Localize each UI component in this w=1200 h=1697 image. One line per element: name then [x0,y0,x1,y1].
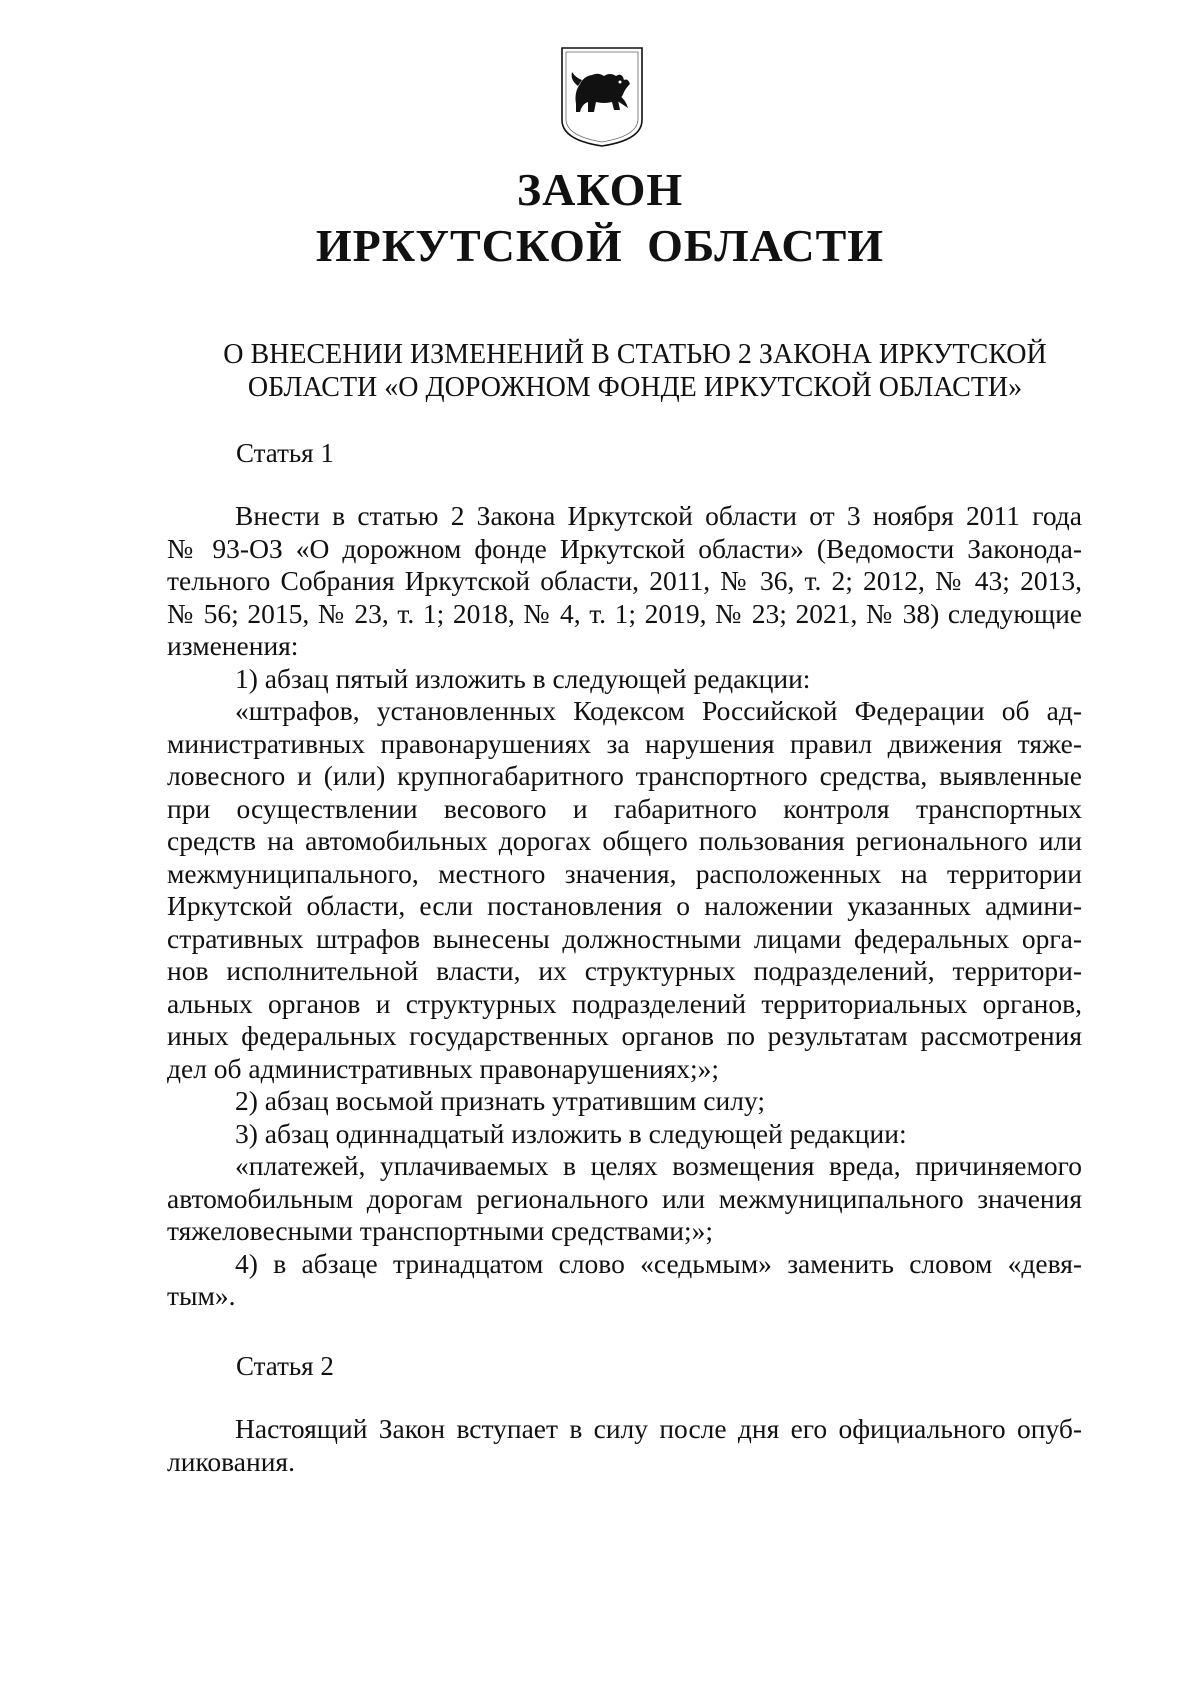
document-title: ЗАКОН [516,164,684,215]
text-line: ловесного и (или) крупногабаритного транспортного средства, выявленные [167,760,1082,791]
article-2-heading: Статья 2 [236,1351,334,1381]
coat-of-arms-icon [558,42,646,148]
text-line: альных органов и структурных подразделений территориальных органов, [167,987,1082,1019]
text-line: ликования. [167,1445,295,1477]
article-2-body [167,1413,1082,1478]
text-line: 3) абзац одиннадцатый изложить в следующей редакции: [235,1117,907,1149]
text-line: автомобильным дорогам регионального или межмуниципального значения [167,1182,1082,1214]
text-line: министративных правонарушениях за нарушения правил движения тяже- [167,727,1082,759]
text-line: «платежей, уплачиваемых в целях возмещения вреда, причиняемого [235,1150,1082,1181]
text-line: иных федеральных государственных органов по результатам рассмотрения [167,1020,1082,1051]
text-line: 4) в абзаце тринадцатом слово «седьмым» заменить словом «девя- [235,1247,1082,1279]
text-line: 2) абзац восьмой признать утратившим силу; [235,1085,765,1116]
subtitle-line: О ВНЕСЕНИИ ИЗМЕНЕНИЙ В СТАТЬЮ 2 ЗАКОНА ИРКУТСКОЙ [223,339,1047,370]
article-1-body [167,500,1082,1313]
text-line: нов исполнительной власти, их структурных подразделений, территори- [167,955,1082,986]
text-line: стративных штрафов вынесены должностными лицами федеральных орга- [167,922,1082,954]
text-line: № 56; 2015, № 23, т. 1; 2018, № 4, т. 1; 2019, № 23; 2021, № 38) следующие [167,597,1082,629]
text-line: тельного Собрания Иркутской области, 2011, № 36, т. 2; 2012, № 43; 2013, [167,565,1082,596]
text-line: «штрафов, установленных Кодексом Российской Федерации об ад- [235,695,1082,726]
text-line: дел об административных правонарушениях;»; [167,1052,720,1084]
subtitle-line: ОБЛАСТИ «О ДОРОЖНОМ ФОНДЕ ИРКУТСКОЙ ОБЛАСТИ» [247,372,1023,403]
text-line: тяжеловесными транспортными средствами;»; [167,1215,714,1246]
text-line: 1) абзац пятый изложить в следующей редакции: [235,662,811,694]
text-line: Иркутской области, если постановления о наложении указанных админи- [167,890,1082,921]
text-line: Настоящий Закон вступает в силу после дня его официального опуб- [235,1413,1082,1444]
text-line: при осуществлении весового и габаритного контроля транспортных [167,792,1082,824]
text-line: Внести в статью 2 Закона Иркутской области от 3 ноября 2011 года [235,500,1082,531]
text-line: № 93-ОЗ «О дорожном фонде Иркутской области» (Ведомости Законода- [167,532,1082,564]
article-1-heading: Статья 1 [236,438,334,468]
law-subtitle [150,338,1120,404]
document-title-region: ИРКУТСКОЙ ОБЛАСТИ [315,220,885,271]
text-line: изменения: [167,630,299,661]
text-line: межмуниципального, местного значения, расположенных на территории [167,857,1082,889]
text-line: средств на автомобильных дорогах общего пользования регионального или [167,825,1082,856]
text-line: тым». [167,1280,236,1311]
